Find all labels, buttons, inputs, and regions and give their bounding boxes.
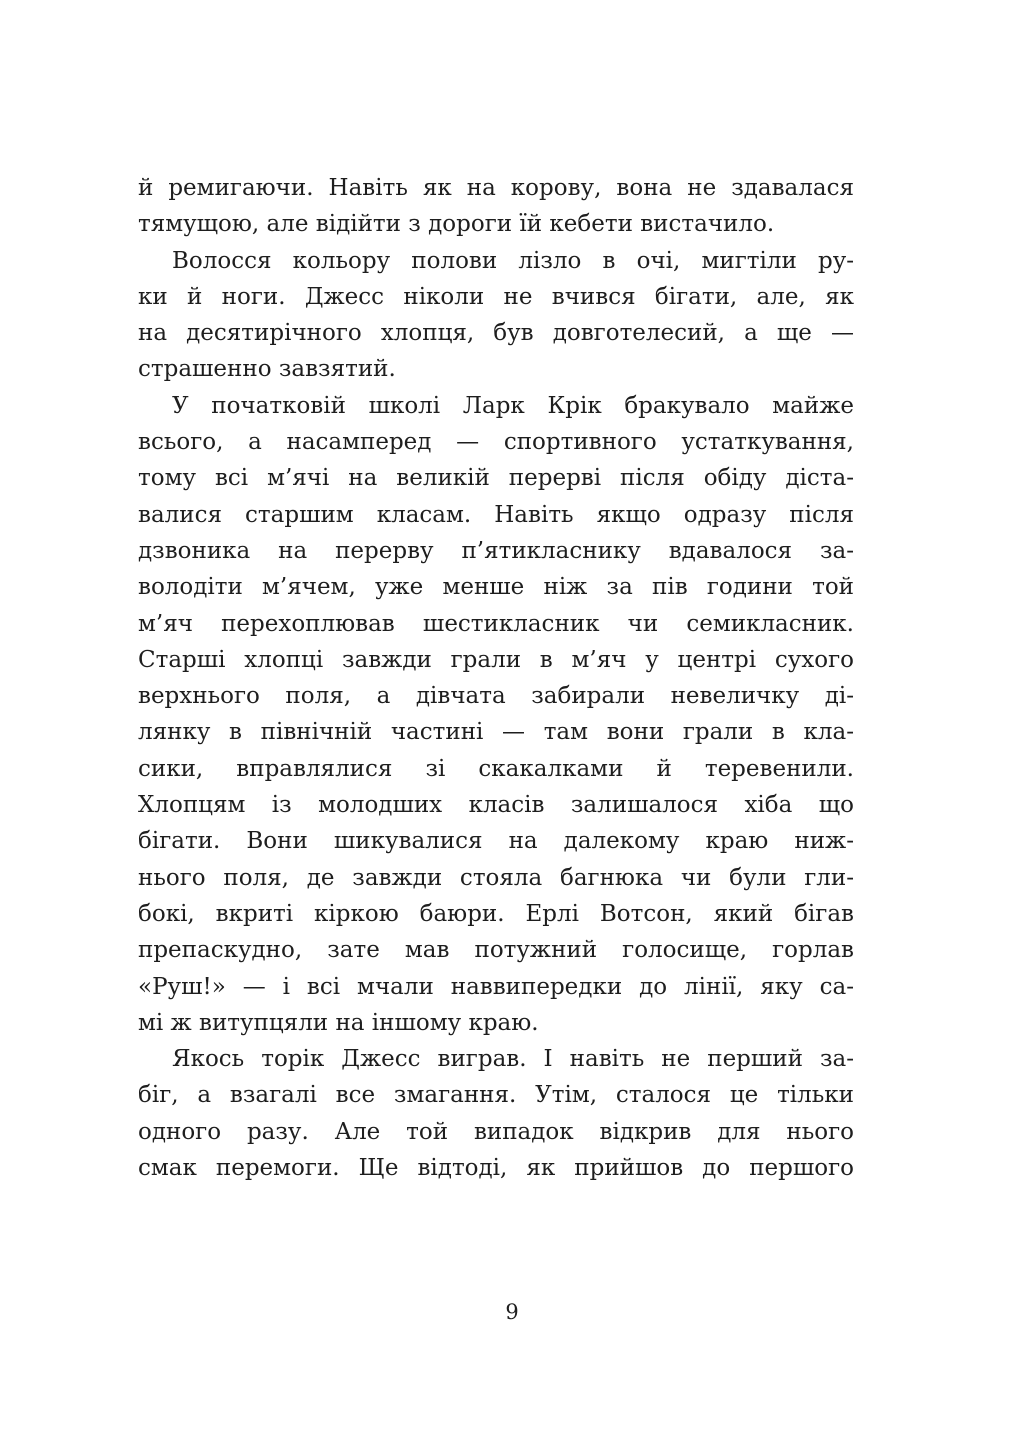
- text-line: біг, а взагалі все змагання. Утім, сталося це тільки: [138, 1082, 854, 1109]
- text-line: одного разу. Але той випадок відкрив для нього: [138, 1118, 854, 1145]
- text-line: У початковій школі Ларк Крік бракувало майже: [172, 392, 854, 419]
- text-line: на десятирічного хлопця, був довготелесий, а ще —: [138, 320, 854, 347]
- page-number: 9: [505, 1300, 519, 1324]
- text-line: лянку в північній частині — там вони грали в кла-: [138, 719, 854, 746]
- text-line: мі ж витупцяли на іншому краю.: [138, 1009, 539, 1036]
- text-line: смак перемоги. Ще відтоді, як прийшов до першого: [138, 1155, 854, 1182]
- body-text: [138, 170, 854, 1186]
- text-line: страшенно завзятий.: [138, 356, 396, 383]
- text-line: Якось торік Джесс виграв. І навіть не перший за-: [172, 1046, 854, 1073]
- text-line: бігати. Вони шикувалися на далекому краю ниж-: [138, 828, 854, 855]
- text-line: нього поля, де завжди стояла багнюка чи були гли-: [138, 864, 854, 891]
- text-line: й ремигаючи. Навіть як на корову, вона не здавалася: [138, 175, 854, 201]
- text-line: ки й ноги. Джесс ніколи не вчився бігати, але, як: [138, 283, 854, 310]
- text-line: м’яч перехоплював шестикласник чи семикласник.: [138, 610, 854, 637]
- text-line: «Руш!» — і всі мчали наввипередки до лінії, яку са-: [138, 973, 854, 1000]
- text-line: верхнього поля, а дівчата забирали невеличку ді-: [138, 683, 854, 710]
- text-line: тямущою, але відійти з дороги їй кебети вистачило.: [138, 211, 775, 238]
- text-line: Волосся кольору полови лізло в очі, мигтіли ру-: [172, 247, 854, 274]
- text-line: тому всі м’ячі на великій перерві після обіду діста-: [138, 465, 854, 492]
- text-line: препаскудно, зате мав потужний голосище, горлав: [138, 937, 854, 964]
- text-line: валися старшим класам. Навіть якщо одразу після: [138, 501, 854, 528]
- text-line: дзвоника на перерву п’ятикласнику вдавалося за-: [138, 537, 854, 564]
- text-line: бокі, вкриті кіркою баюри. Ерлі Вотсон, який бігав: [138, 900, 854, 927]
- text-line: Старші хлопці завжди грали в м’яч у центрі сухого: [138, 646, 854, 673]
- text-line: всього, а насамперед — спортивного устаткування,: [138, 429, 854, 456]
- text-line: сики, вправлялися зі скакалками й теревенили.: [138, 755, 854, 782]
- text-line: володіти м’ячем, уже менше ніж за пів години той: [138, 574, 854, 601]
- text-line: Хлопцям із молодших класів залишалося хіба що: [138, 792, 854, 819]
